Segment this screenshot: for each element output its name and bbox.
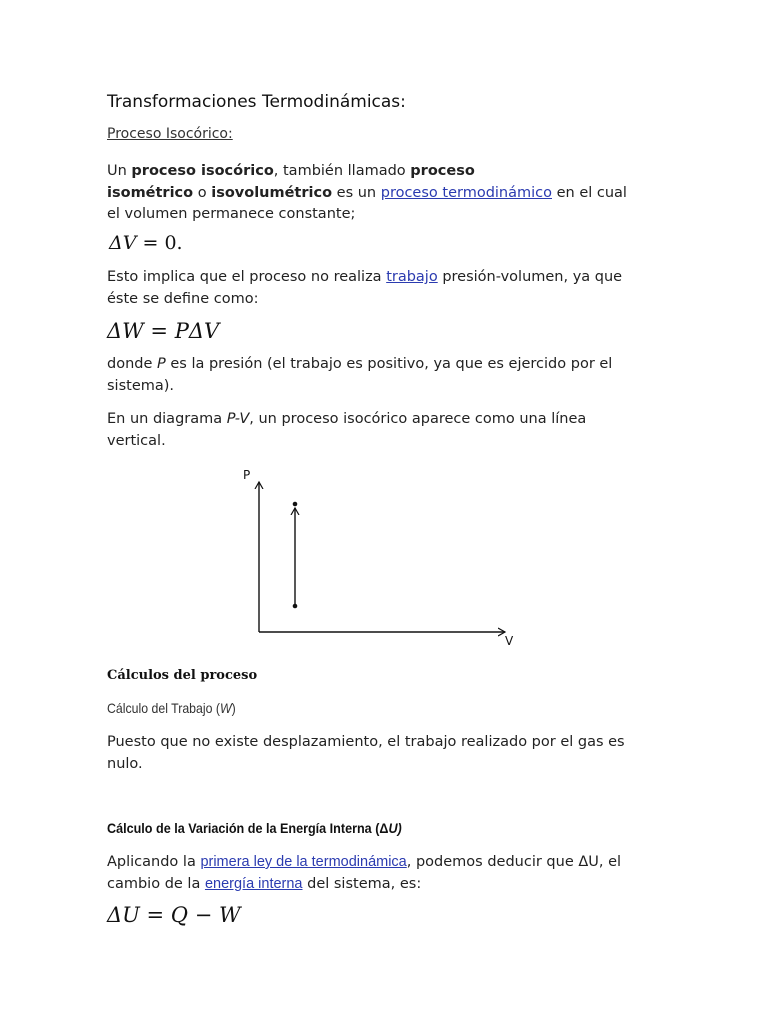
equation-energy: ΔU = Q − W: [107, 903, 241, 927]
equation-delta-v: ΔV = 0.: [109, 232, 183, 254]
term-isocorico: proceso isocórico: [131, 163, 274, 179]
final-state-point: [293, 502, 298, 507]
link-trabajo[interactable]: trabajo: [386, 269, 438, 285]
section-subtitle: Proceso Isocórico:: [107, 126, 233, 142]
calc-heading: Cálculos del proceso: [107, 668, 258, 683]
energy-heading: Cálculo de la Variación de la Energía Interna (ΔU): [107, 820, 402, 836]
diagram-paragraph: En un diagrama P-V, un proceso isocórico aparece como una línea vertical.: [107, 411, 587, 449]
initial-state-point: [293, 604, 298, 609]
work-intro-paragraph: Esto implica que el proceso no realiza trabajo presión-volumen, ya que éste se define como:: [107, 269, 623, 307]
x-axis-label: V: [505, 634, 514, 648]
work-heading: Cálculo del Trabajo (W): [107, 700, 236, 716]
page-title: Transformaciones Termodinámicas:: [107, 92, 406, 112]
pv-diagram: [103, 464, 663, 649]
pressure-paragraph: donde P es la presión (el trabajo es positivo, ya que es ejercido por el sistema).: [107, 356, 613, 394]
y-axis-label: P: [243, 468, 251, 482]
work-result-paragraph: Puesto que no existe desplazamiento, el trabajo realizado por el gas es nulo.: [107, 734, 625, 772]
intro-paragraph: Un proceso isocórico, también llamado proceso isométrico o isovolumétrico es un proceso termodinámico en el cual el volumen permanece constante;: [107, 163, 627, 222]
link-energia-interna[interactable]: energía interna: [204, 875, 303, 892]
energy-paragraph: Aplicando la primera ley de la termodinámica, podemos deducir que ΔU, el cambio de la energía interna del sistema, es:: [107, 854, 622, 892]
equation-work: ΔW = PΔV: [107, 319, 220, 343]
link-proceso-termodinamico[interactable]: proceso termodinámico: [380, 184, 552, 201]
link-primera-ley[interactable]: primera ley de la termodinámica: [200, 854, 407, 870]
